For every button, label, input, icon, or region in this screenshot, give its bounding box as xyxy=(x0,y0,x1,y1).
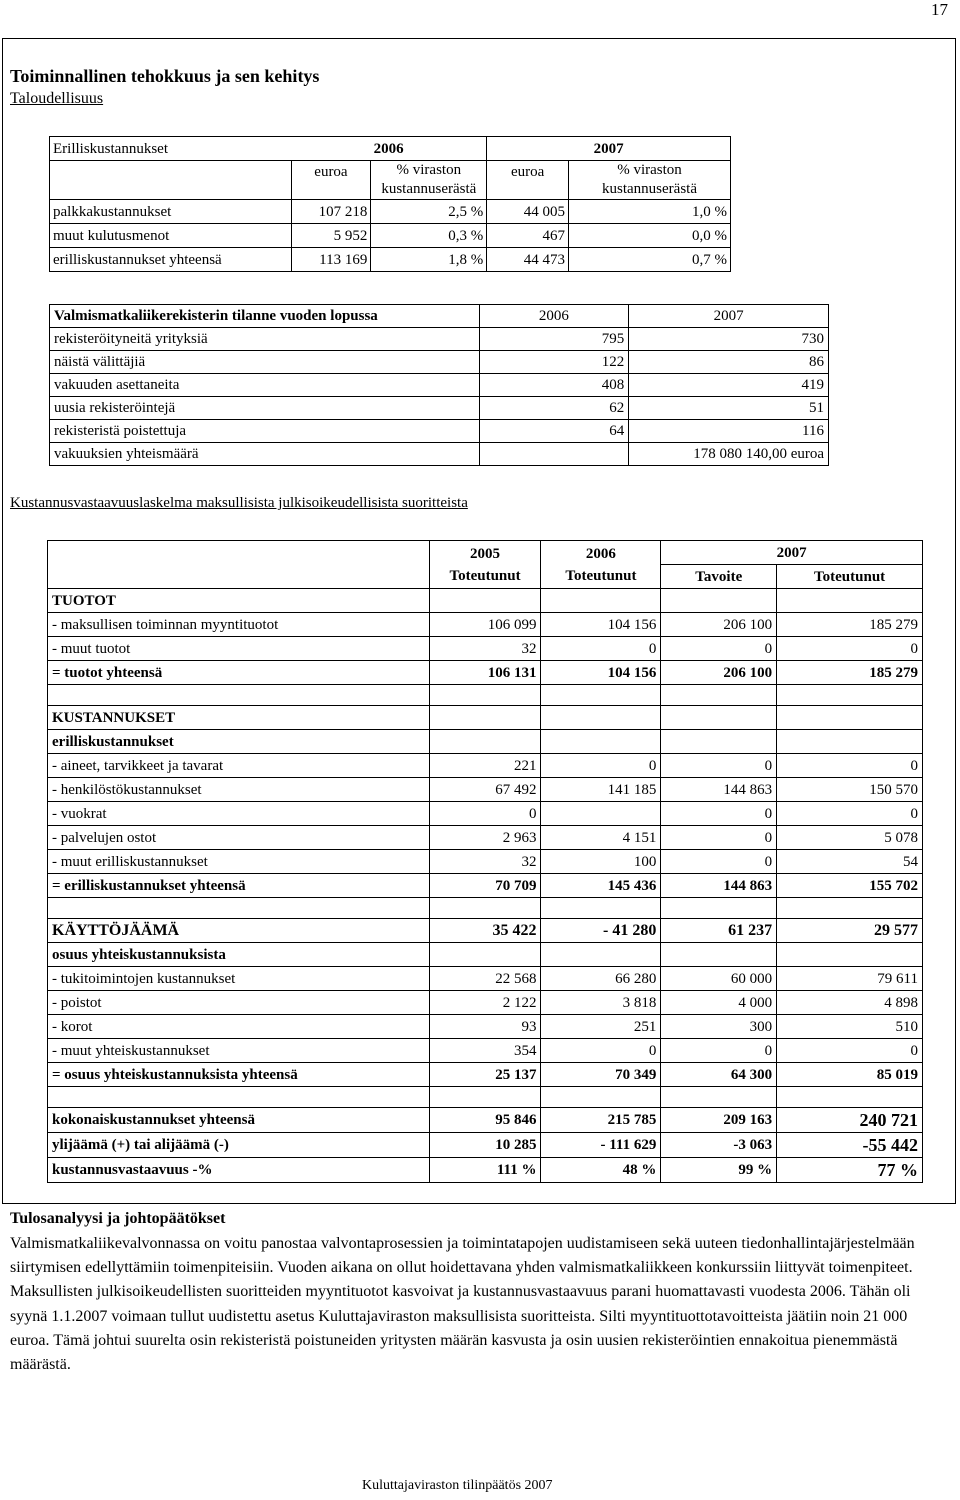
table-cell: -3 063 xyxy=(661,1133,777,1158)
table-cell: 0 xyxy=(777,754,923,778)
table-row xyxy=(48,1015,923,1039)
table-row xyxy=(48,541,923,565)
table-row xyxy=(48,1133,923,1158)
table-cell: 1,8 % xyxy=(371,248,487,272)
table-cell: 354 xyxy=(429,1039,541,1063)
table-row xyxy=(50,374,829,397)
row-label: muut kulutusmenot xyxy=(50,224,292,248)
column-header: Toteutunut xyxy=(777,565,923,589)
table-cell: 64 xyxy=(479,420,629,443)
table-cell: 209 163 xyxy=(661,1108,777,1133)
table-cell: 0,0 % xyxy=(569,224,731,248)
table-row xyxy=(50,328,829,351)
row-label: uusia rekisteröintejä xyxy=(50,397,480,420)
table-cell: 44 005 xyxy=(487,200,569,224)
table-cell: 178 080 140,00 euroa xyxy=(629,443,829,466)
row-label: - vuokrat xyxy=(48,802,430,826)
table-cell: 85 019 xyxy=(777,1063,923,1087)
table-cell: 32 xyxy=(429,850,541,874)
year-header: 2007 xyxy=(629,305,829,328)
row-label: ylijäämä (+) tai alijäämä (-) xyxy=(48,1133,430,1158)
row-label: näistä välittäjiä xyxy=(50,351,480,374)
table-row xyxy=(48,991,923,1015)
kustannusvastaavuus-table xyxy=(47,540,923,1183)
table-row xyxy=(48,1063,923,1087)
row-label: = osuus yhteiskustannuksista yhteensä xyxy=(48,1063,430,1087)
table-row xyxy=(48,850,923,874)
table-cell: 29 577 xyxy=(777,919,923,943)
table-row xyxy=(48,967,923,991)
table-cell: 0 xyxy=(661,754,777,778)
table-cell: 77 % xyxy=(777,1158,923,1183)
table-cell: 0 xyxy=(661,637,777,661)
table-row xyxy=(50,224,731,248)
table-cell: 0 xyxy=(661,850,777,874)
year-header: 2006 xyxy=(291,137,487,161)
row-label: kustannusvastaavuus -% xyxy=(48,1158,430,1183)
table-row xyxy=(48,898,923,919)
table-cell: 0,3 % xyxy=(371,224,487,248)
table-cell: 155 702 xyxy=(777,874,923,898)
row-label: - muut yhteiskustannukset xyxy=(48,1039,430,1063)
table-cell: 5 952 xyxy=(291,224,371,248)
table-row xyxy=(48,661,923,685)
subsection-label: erilliskustannukset xyxy=(48,730,430,754)
section-subheading: Taloudellisuus xyxy=(10,90,104,107)
table-cell: - 111 629 xyxy=(541,1133,661,1158)
table-row xyxy=(50,248,731,272)
table-row xyxy=(50,420,829,443)
table-cell: 1,0 % xyxy=(569,200,731,224)
table-cell: 95 846 xyxy=(429,1108,541,1133)
table-cell: 0 xyxy=(429,802,541,826)
table-cell: 795 xyxy=(479,328,629,351)
column-header: % viraston kustannuserästä xyxy=(371,161,487,200)
table-cell: 25 137 xyxy=(429,1063,541,1087)
table-cell: 3 818 xyxy=(541,991,661,1015)
table-cell: 141 185 xyxy=(541,778,661,802)
table-row xyxy=(50,351,829,374)
row-label: - palvelujen ostot xyxy=(48,826,430,850)
table-cell: 0 xyxy=(541,637,661,661)
row-label: kokonaiskustannukset yhteensä xyxy=(48,1108,430,1133)
table-row xyxy=(50,443,829,466)
table-cell xyxy=(541,589,661,613)
column-header: euroa xyxy=(487,161,569,200)
row-label: vakuuksien yhteismäärä xyxy=(50,443,480,466)
table-row xyxy=(48,613,923,637)
table-row xyxy=(48,1039,923,1063)
table-cell: - 41 280 xyxy=(541,919,661,943)
table-cell xyxy=(777,589,923,613)
table-cell: 93 xyxy=(429,1015,541,1039)
table-cell: 35 422 xyxy=(429,919,541,943)
table-cell: 730 xyxy=(629,328,829,351)
table-cell: 106 131 xyxy=(429,661,541,685)
row-label: - korot xyxy=(48,1015,430,1039)
column-header-label: Toteutunut xyxy=(449,567,521,584)
table-cell: 4 151 xyxy=(541,826,661,850)
table-cell: 419 xyxy=(629,374,829,397)
row-label: - poistot xyxy=(48,991,430,1015)
table-row xyxy=(48,826,923,850)
table-row xyxy=(48,874,923,898)
table-cell xyxy=(50,161,292,200)
table-row xyxy=(48,730,923,754)
table-cell: 0 xyxy=(661,826,777,850)
table-cell: 0 xyxy=(777,1039,923,1063)
table-row xyxy=(48,802,923,826)
table-cell: 2 122 xyxy=(429,991,541,1015)
table-cell: 145 436 xyxy=(541,874,661,898)
table-cell: 67 492 xyxy=(429,778,541,802)
table-cell: 64 300 xyxy=(661,1063,777,1087)
table-cell: 113 169 xyxy=(291,248,371,272)
table-cell: 44 473 xyxy=(487,248,569,272)
table-cell: 0,7 % xyxy=(569,248,731,272)
column-header: Tavoite xyxy=(661,565,777,589)
row-label: rekisteristä poistettuja xyxy=(50,420,480,443)
table-cell: 221 xyxy=(429,754,541,778)
table-row xyxy=(48,754,923,778)
column-header xyxy=(429,541,541,589)
table-cell: 0 xyxy=(541,1039,661,1063)
table-cell: 10 285 xyxy=(429,1133,541,1158)
table-cell: 86 xyxy=(629,351,829,374)
table-cell: 22 568 xyxy=(429,967,541,991)
table-cell: 408 xyxy=(479,374,629,397)
table-row xyxy=(48,1108,923,1133)
section-label: KUSTANNUKSET xyxy=(48,706,430,730)
table-cell: 32 xyxy=(429,637,541,661)
table-cell xyxy=(429,589,541,613)
table-cell: 62 xyxy=(479,397,629,420)
table-cell: 206 100 xyxy=(661,613,777,637)
section-heading: Toiminnallinen tehokkuus ja sen kehitys xyxy=(10,66,320,86)
table-cell: 5 078 xyxy=(777,826,923,850)
row-label: KÄYTTÖJÄÄMÄ xyxy=(48,919,430,943)
table-cell: 2 963 xyxy=(429,826,541,850)
table-row xyxy=(48,589,923,613)
row-label: - maksullisen toiminnan myyntituotot xyxy=(48,613,430,637)
table-cell: 2,5 % xyxy=(371,200,487,224)
table-cell: 111 % xyxy=(429,1158,541,1183)
table-cell: 510 xyxy=(777,1015,923,1039)
table-cell: 0 xyxy=(661,802,777,826)
table-cell: 251 xyxy=(541,1015,661,1039)
rekisteri-table xyxy=(49,304,829,466)
table-row xyxy=(48,943,923,967)
table-row xyxy=(48,685,923,706)
analysis-title: Tulosanalyysi ja johtopäätökset xyxy=(10,1210,226,1227)
kustannus-title: Kustannusvastaavuuslaskelma maksullisista julkisoikeudellisista suoritteista xyxy=(10,495,468,511)
table-cell: 185 279 xyxy=(777,613,923,637)
year-header: 2007 xyxy=(661,541,923,565)
year-header: 2006 xyxy=(585,545,616,562)
table-row xyxy=(48,919,923,943)
table-cell: 107 218 xyxy=(291,200,371,224)
table-row xyxy=(48,637,923,661)
table-cell: 0 xyxy=(541,754,661,778)
table-cell: -55 442 xyxy=(777,1133,923,1158)
table-cell: 54 xyxy=(777,850,923,874)
table-cell: 215 785 xyxy=(541,1108,661,1133)
table-cell: 51 xyxy=(629,397,829,420)
table-cell: 240 721 xyxy=(777,1108,923,1133)
row-label: rekisteröityneitä yrityksiä xyxy=(50,328,480,351)
table-cell: 100 xyxy=(541,850,661,874)
table-cell: 300 xyxy=(661,1015,777,1039)
column-header-label: Toteutunut xyxy=(565,567,637,584)
table-row xyxy=(48,1087,923,1108)
table-cell xyxy=(48,541,430,589)
table-cell: 104 156 xyxy=(541,661,661,685)
row-label: = tuotot yhteensä xyxy=(48,661,430,685)
table-cell: 0 xyxy=(777,637,923,661)
table-row xyxy=(50,397,829,420)
row-label: = erilliskustannukset yhteensä xyxy=(48,874,430,898)
table-cell xyxy=(479,443,629,466)
row-label: - aineet, tarvikkeet ja tavarat xyxy=(48,754,430,778)
row-label: - muut tuotot xyxy=(48,637,430,661)
table-title: Valmismatkaliikerekisterin tilanne vuoden lopussa xyxy=(50,305,480,328)
row-label: - muut erilliskustannukset xyxy=(48,850,430,874)
year-header: 2007 xyxy=(487,137,731,161)
table-cell: 150 570 xyxy=(777,778,923,802)
section-label: TUOTOT xyxy=(48,589,430,613)
table-cell: 79 611 xyxy=(777,967,923,991)
table-cell: 104 156 xyxy=(541,613,661,637)
table-cell: 66 280 xyxy=(541,967,661,991)
row-label: vakuuden asettaneita xyxy=(50,374,480,397)
row-label: erilliskustannukset yhteensä xyxy=(50,248,292,272)
column-header: euroa xyxy=(291,161,371,200)
table-cell: 144 863 xyxy=(661,778,777,802)
table-row xyxy=(50,305,829,328)
page-footer: Kuluttajaviraston tilinpäätös 2007 xyxy=(362,1478,553,1493)
table-cell: 185 279 xyxy=(777,661,923,685)
row-label: palkkakustannukset xyxy=(50,200,292,224)
table-cell: 144 863 xyxy=(661,874,777,898)
table-row xyxy=(50,137,731,161)
table-cell: 60 000 xyxy=(661,967,777,991)
table-cell: 0 xyxy=(777,802,923,826)
table-cell: 99 % xyxy=(661,1158,777,1183)
table-cell: 0 xyxy=(661,1039,777,1063)
table-cell: 70 349 xyxy=(541,1063,661,1087)
table-title: Erilliskustannukset xyxy=(50,137,292,161)
year-header: 2006 xyxy=(479,305,629,328)
table-row xyxy=(50,200,731,224)
table-cell xyxy=(661,589,777,613)
table-cell: 106 099 xyxy=(429,613,541,637)
table-cell: 467 xyxy=(487,224,569,248)
year-header: 2005 xyxy=(470,545,501,562)
table-cell: 122 xyxy=(479,351,629,374)
table-cell: 4 898 xyxy=(777,991,923,1015)
table-row xyxy=(48,1158,923,1183)
page-number: 17 xyxy=(931,0,948,19)
table-row xyxy=(48,778,923,802)
table-cell: 116 xyxy=(629,420,829,443)
table-cell: 206 100 xyxy=(661,661,777,685)
column-header xyxy=(541,541,661,589)
analysis-paragraph: Valmismatkaliikevalvonnassa on voitu panostaa valvontaprosessien ja toimintatapojen uudistamiseen sekä uuteen tiedonhallintajärjestelmään siirtymisen edellyttämiin toimenpiteisiin. Vuoden aikana on ollut hoidettavana yhden valmismatkaliikkeen konkurssiin liittyvät toimenpiteet. Maksullisten julkisoikeudellisten suoritteiden myyntituotot kasvoivat ja kustannusvastaavuus parani huomattavasti vuodesta 2006. Tähän oli syynä 1.1.2007 voimaan tullut uudistettu asetus Kuluttajaviraston maksullisista suoritteista. Silti myyntituottotavoitteista jäätiin noin 21 000 euroa. Tämä johtui suurelta osin rekisteristä poistuneiden yritysten määrän kasvusta ja osin uusien rekisteröintien ennakoitua pienemmästä määrästä. xyxy=(10,1235,915,1374)
table-row xyxy=(50,161,731,200)
subsection-label: osuus yhteiskustannuksista xyxy=(48,943,430,967)
erilliskustannukset-table xyxy=(49,136,731,272)
table-cell: 4 000 xyxy=(661,991,777,1015)
row-label: - henkilöstökustannukset xyxy=(48,778,430,802)
table-cell: 48 % xyxy=(541,1158,661,1183)
table-row xyxy=(48,706,923,730)
table-cell: 70 709 xyxy=(429,874,541,898)
table-cell xyxy=(541,802,661,826)
row-label: - tukitoimintojen kustannukset xyxy=(48,967,430,991)
table-cell: 61 237 xyxy=(661,919,777,943)
column-header: % viraston kustannuserästä xyxy=(569,161,731,200)
